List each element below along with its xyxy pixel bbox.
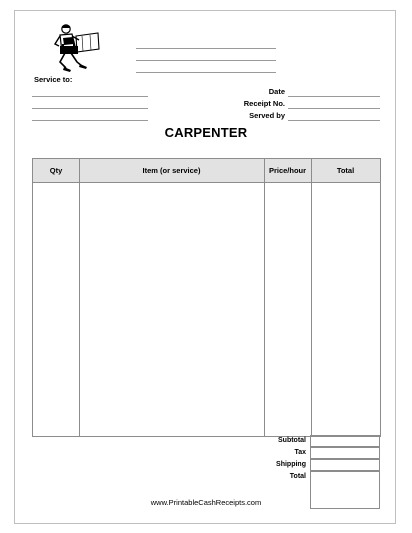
receipt-title: CARPENTER — [164, 125, 248, 140]
header-line-1 — [136, 48, 276, 49]
service-to-line-1 — [32, 96, 148, 97]
footer-url[interactable]: www.PrintableCashReceipts.com — [150, 498, 262, 507]
receipt-no-line — [288, 108, 380, 109]
served-by-line — [288, 120, 380, 121]
column-divider-1 — [79, 159, 80, 436]
column-header-total: Total — [336, 166, 355, 175]
tax-label: Tax — [294, 449, 306, 456]
column-header-item: Item (or service) — [142, 166, 201, 175]
shipping-label: Shipping — [276, 461, 306, 468]
date-line — [288, 96, 380, 97]
column-header-price: Price/hour — [268, 166, 307, 175]
column-divider-3 — [311, 159, 312, 436]
subtotal-field[interactable] — [310, 435, 380, 447]
carpenter-icon — [46, 22, 106, 74]
served-by-label: Served by — [249, 111, 285, 120]
service-to-line-3 — [32, 120, 148, 121]
shipping-field[interactable] — [310, 459, 380, 471]
subtotal-label: Subtotal — [278, 437, 306, 444]
service-to-line-2 — [32, 108, 148, 109]
date-label: Date — [268, 87, 285, 96]
receipt-no-label: Receipt No. — [243, 99, 285, 108]
table-header — [33, 159, 380, 183]
header-line-2 — [136, 60, 276, 61]
column-divider-2 — [264, 159, 265, 436]
items-table — [32, 158, 381, 437]
tax-field[interactable] — [310, 447, 380, 459]
service-to-label: Service to: — [34, 75, 73, 84]
column-header-qty: Qty — [49, 166, 63, 175]
total-label: Total — [289, 473, 306, 480]
header-line-3 — [136, 72, 276, 73]
